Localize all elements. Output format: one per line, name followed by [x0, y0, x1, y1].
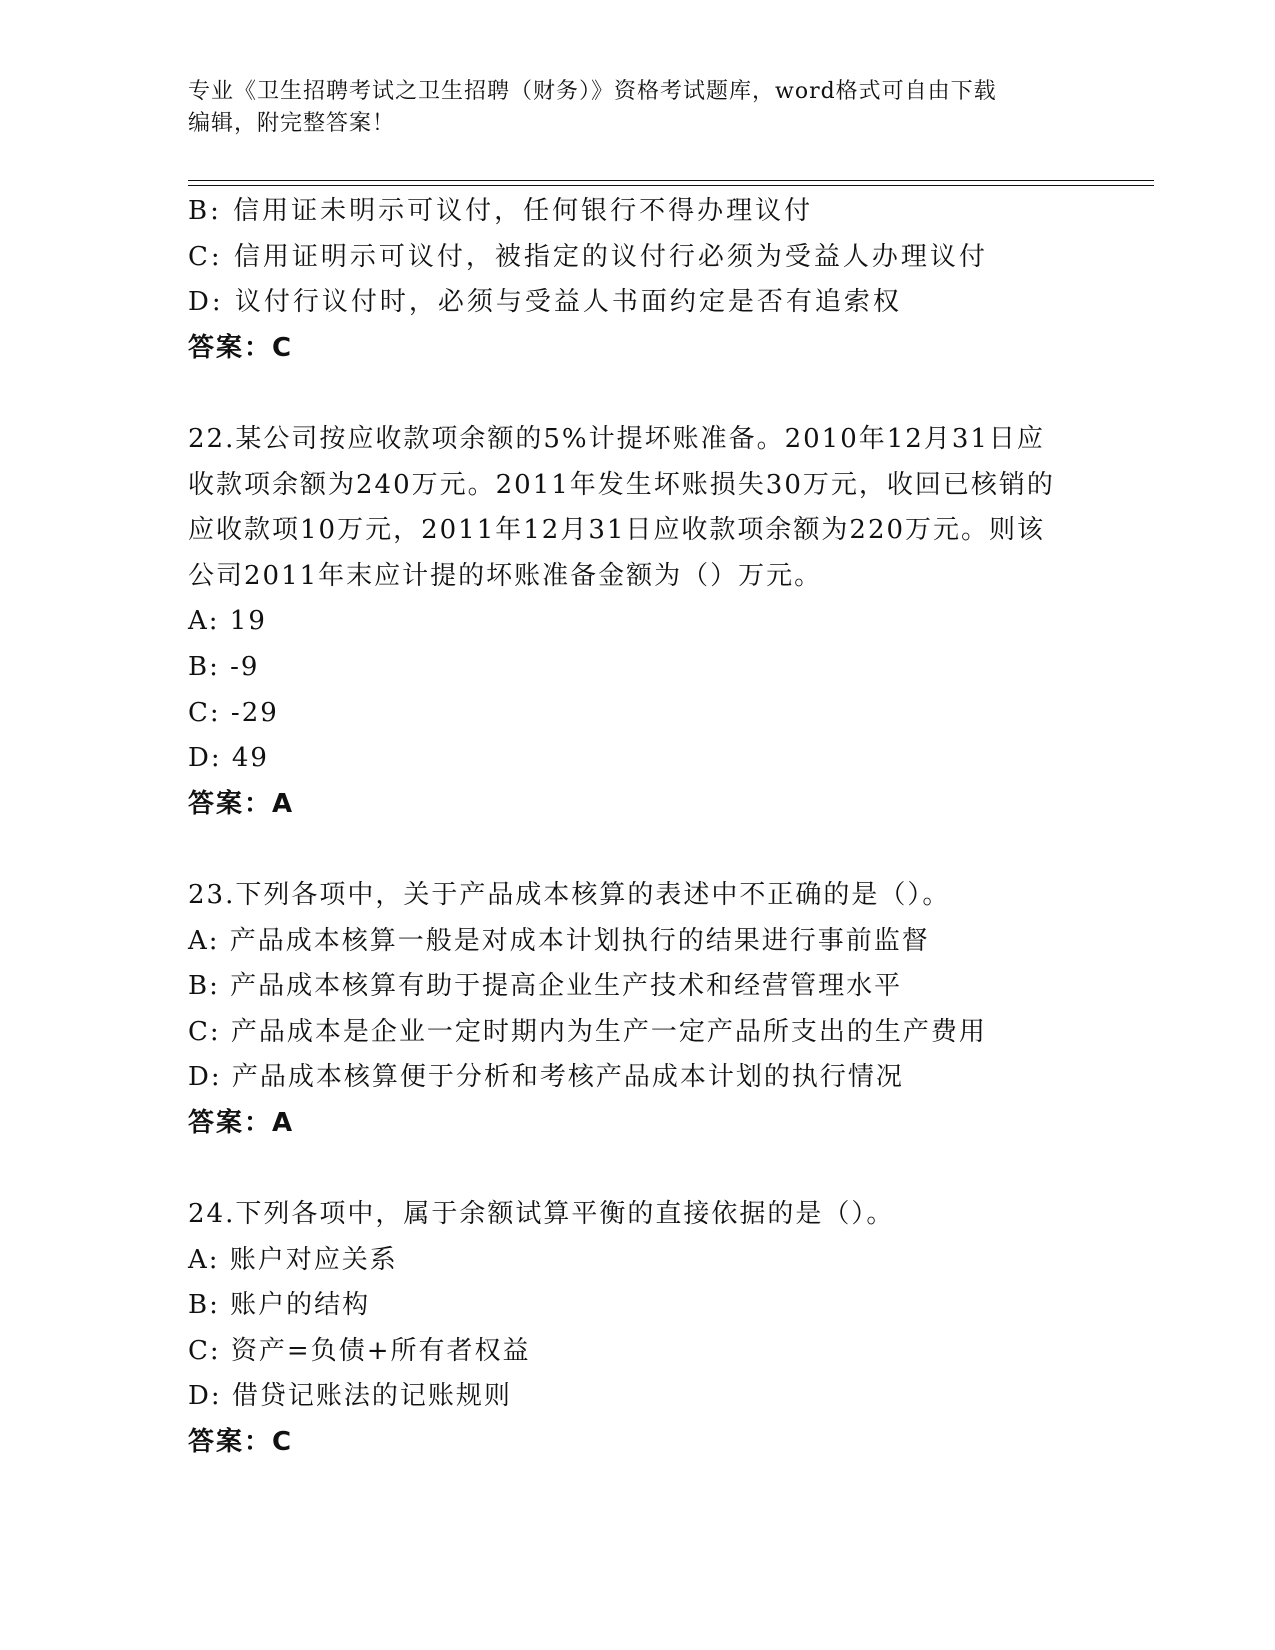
header-line-2: 编辑，附完整答案！ — [188, 111, 396, 136]
option-d: D: 49 — [188, 743, 269, 774]
question-22 — [188, 417, 1088, 827]
question-24 — [188, 1192, 1088, 1466]
header-divider-secondary — [188, 185, 1154, 186]
option-b: B: 产品成本核算有助于提高企业生产技术和经营管理水平 — [188, 971, 903, 1002]
option-a: A: 19 — [188, 606, 267, 637]
option-c: C: -29 — [188, 697, 279, 728]
question-21 — [188, 189, 1088, 371]
option-c: C: 信用证明示可议付，被指定的议付行必须为受益人办理议付 — [188, 241, 988, 272]
answer-line: 答案：A — [188, 1107, 295, 1138]
question-stem-line: 公司2011年末应计提的坏账准备金额为（）万元。 — [188, 560, 823, 591]
option-b: B: -9 — [188, 651, 260, 682]
option-a: A: 账户对应关系 — [188, 1244, 398, 1275]
option-d: D: 产品成本核算便于分析和考核产品成本计划的执行情况 — [188, 1062, 904, 1093]
option-b: B: 账户的结构 — [188, 1290, 371, 1321]
document-header — [188, 76, 1068, 140]
answer-line: 答案：A — [188, 788, 295, 819]
document-body — [188, 189, 1088, 1466]
option-b: B: 信用证未明示可议付，任何银行不得办理议付 — [188, 196, 814, 226]
option-a: A: 产品成本核算一般是对成本计划执行的结果进行事前监督 — [188, 925, 930, 956]
option-c: C: 资产=负债+所有者权益 — [188, 1335, 531, 1366]
option-d: D: 议付行议付时，必须与受益人书面约定是否有追索权 — [188, 287, 902, 318]
spacer — [188, 827, 1088, 873]
question-23 — [188, 873, 1088, 1147]
question-stem-line: 24.下列各项中，属于余额试算平衡的直接依据的是（）。 — [188, 1199, 895, 1230]
answer-line: 答案：C — [188, 1427, 294, 1458]
header-line-1: 专业《卫生招聘考试之卫生招聘（财务）》资格考试题库，word格式可自由下载 — [188, 79, 997, 104]
question-stem-line: 22.某公司按应收款项余额的5%计提坏账准备。2010年12月31日应 — [188, 423, 1045, 454]
question-stem-line: 23.下列各项中，关于产品成本核算的表述中不正确的是（）。 — [188, 879, 951, 910]
spacer — [188, 1146, 1088, 1192]
question-stem-line: 应收款项10万元，2011年12月31日应收款项余额为220万元。则该 — [188, 515, 1046, 546]
spacer — [188, 371, 1088, 417]
question-stem-line: 收款项余额为240万元。2011年发生坏账损失30万元，收回已核销的 — [188, 469, 1055, 500]
answer-line: 答案：C — [188, 332, 294, 363]
header-divider — [188, 180, 1154, 181]
option-d: D: 借贷记账法的记账规则 — [188, 1381, 512, 1412]
option-c: C: 产品成本是企业一定时期内为生产一定产品所支出的生产费用 — [188, 1016, 987, 1047]
